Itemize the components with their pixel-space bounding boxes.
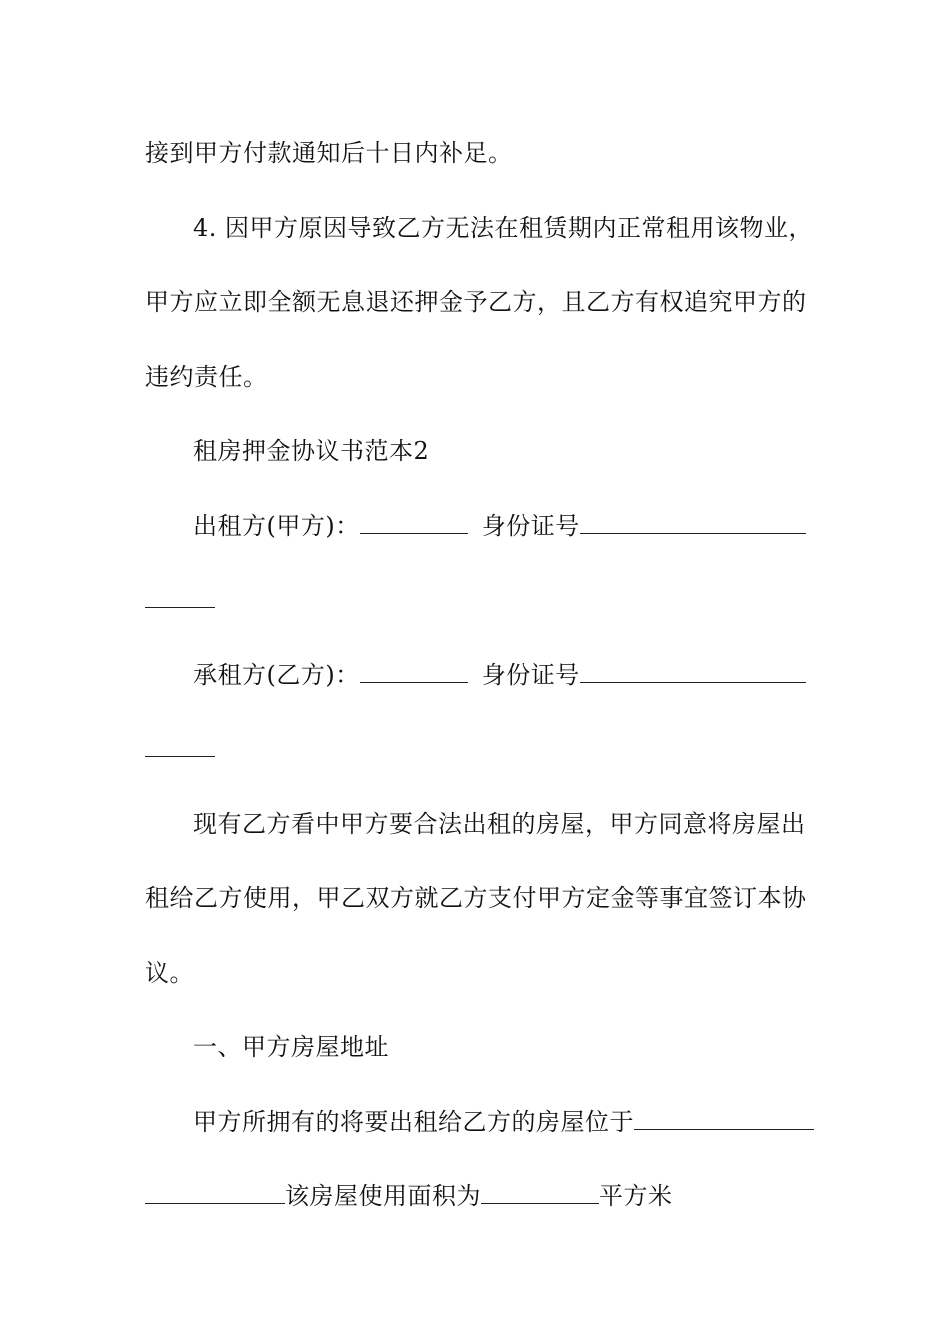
address-line: [193, 1107, 810, 1137]
paragraph-line: 甲方应立即全额无息退还押金予乙方，且乙方有权追究甲方的: [145, 288, 807, 316]
lessee-id-continuation: [145, 734, 810, 764]
area-line: [145, 1181, 810, 1211]
address-blank-continued: [145, 1183, 285, 1204]
lessee-label: 承租方(乙方)：: [193, 661, 360, 689]
lessor-id-blank-continued: [145, 587, 215, 608]
address-label: 甲方所拥有的将要出租给乙方的房屋位于: [193, 1108, 634, 1136]
paragraph-line: 租给乙方使用，甲乙双方就乙方支付甲方定金等事宜签订本协: [145, 884, 807, 912]
area-label: 该房屋使用面积为: [285, 1182, 481, 1210]
paragraph-line: 违约责任。: [145, 363, 268, 391]
paragraph-line: 接到甲方付款通知后十日内补足。: [145, 139, 513, 167]
lessee-id-label: 身份证号: [481, 661, 580, 689]
section-heading: 一、甲方房屋地址: [193, 1033, 389, 1061]
address-blank: [634, 1109, 814, 1130]
lessor-id-blank: [580, 513, 806, 534]
lessee-id-blank: [580, 662, 806, 683]
section-title: 租房押金协议书范本2: [193, 437, 430, 465]
paragraph-line: 4. 因甲方原因导致乙方无法在租赁期内正常租用该物业，: [193, 214, 814, 242]
lessor-label: 出租方(甲方)：: [193, 512, 360, 540]
paragraph-line: 议。: [145, 959, 194, 987]
paragraph-line: 现有乙方看中甲方要合法出租的房屋，甲方同意将房屋出: [193, 810, 806, 838]
lessor-name-blank: [360, 513, 468, 534]
lessor-id-continuation: [145, 585, 810, 615]
lessee-name-blank: [360, 662, 468, 683]
lessee-line: [193, 660, 810, 690]
lessor-line: [193, 511, 810, 541]
area-blank: [481, 1183, 599, 1204]
lessee-id-blank-continued: [145, 736, 215, 757]
lessor-id-label: 身份证号: [481, 512, 580, 540]
area-unit: 平方米: [599, 1182, 673, 1210]
